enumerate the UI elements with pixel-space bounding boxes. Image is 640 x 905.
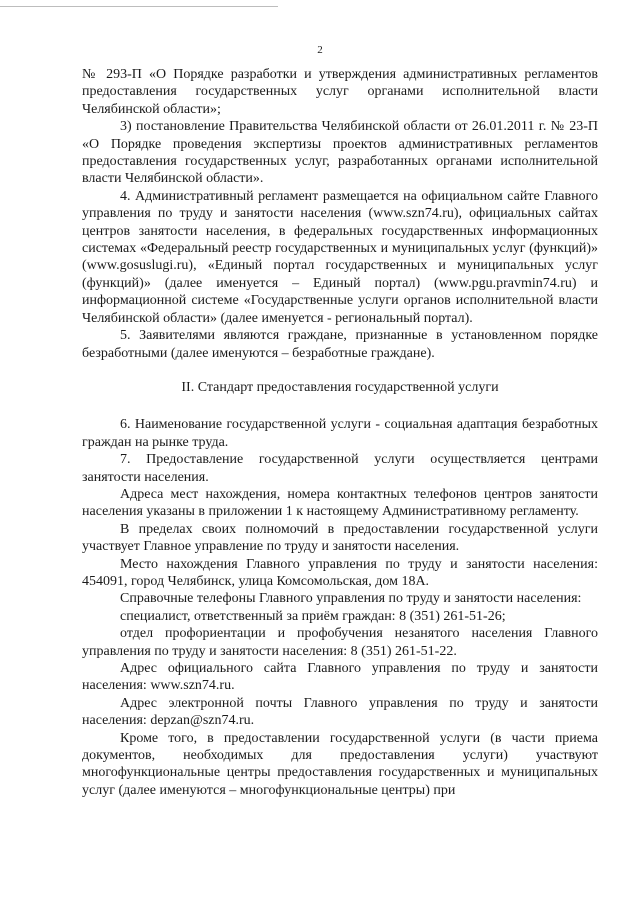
top-rule — [0, 6, 278, 7]
paragraph-phones-heading: Справочные телефоны Главного управления по труду и занятости населения: — [120, 591, 582, 607]
paragraph-item-5: 5. Заявителями являются граждане, признанные в установленном порядке безработными (далее именуются – безработные граждане). — [82, 328, 598, 361]
paragraph-authority: В пределах своих полномочий в предоставлении государственной услуги участвует Главное управление по труду и занятости населения. — [82, 521, 598, 555]
paragraph-continuation: № 293-П «О Порядке разработки и утверждения административных регламентов предоставления государственных услуг органами исполнительной власти Челябинской области»; — [82, 67, 598, 117]
paragraph-item-6: 6. Наименование государственной услуги - социальная адаптация безработных граждан на рынке труда. — [82, 417, 598, 450]
paragraph-item-7: 7. Предоставление государственной услуги осуществляется центрами занятости населения. — [82, 452, 598, 485]
paragraph-phone-department: отдел профориентации и профобучения незанятого населения Главного управления по труду и занятости населения: 8 (351) 261-51-22. — [82, 626, 598, 659]
paragraph-website: Адрес официального сайта Главного управления по труду и занятости населения: www.szn74.ru. — [82, 661, 598, 694]
section-heading: II. Стандарт предоставления государственной услуги — [181, 379, 499, 395]
document-body — [82, 66, 598, 799]
paragraph-location: Место нахождения Главного управления по труду и занятости населения: 454091, город Челябинск, улица Комсомольская, дом 18А. — [82, 556, 598, 589]
paragraph-addresses: Адреса мест нахождения, номера контактных телефонов центров занятости населения указаны в приложении 1 к настоящему Административному регламенту. — [82, 486, 598, 520]
paragraph-mfc: Кроме того, в предоставлении государственной услуги (в части приема документов, необходимых для предоставления услуги) участвуют многофункциональные центры предоставления государственных и муниципальных услуг (далее именуются – многофункциональные центры) при — [82, 730, 598, 798]
paragraph-phone-specialist: специалист, ответственный за приём граждан: 8 (351) 261-51-26; — [120, 608, 506, 624]
paragraph-email: Адрес электронной почты Главного управления по труду и занятости населения: depzan@szn74.ru. — [82, 695, 598, 729]
paragraph-item-3: 3) постановление Правительства Челябинской области от 26.01.2011 г. № 23-П «О Порядке проведения экспертизы проектов административных регламентов предоставления государственных услуг, разработанных органами исполнительной власти Челябинской области». — [82, 119, 598, 187]
paragraph-item-4: 4. Административный регламент размещается на официальном сайте Главного управления по труду и занятости населения (www.szn74.ru), официальных сайтах центров занятости населения, в федеральных государственных информационных системах «Федеральный реестр государственных и муниципальных услуг (функций)» (www.gosuslugi.ru), «Единый портал государственных и муниципальных услуг (функций)» (далее именуется – Единый портал) (www.pgu.pravmin74.ru) и информационной системе «Государственные услуги органов исполнительной власти Челябинской области» (далее именуется - региональный портал). — [82, 188, 598, 326]
page-number: 2 — [317, 44, 323, 56]
